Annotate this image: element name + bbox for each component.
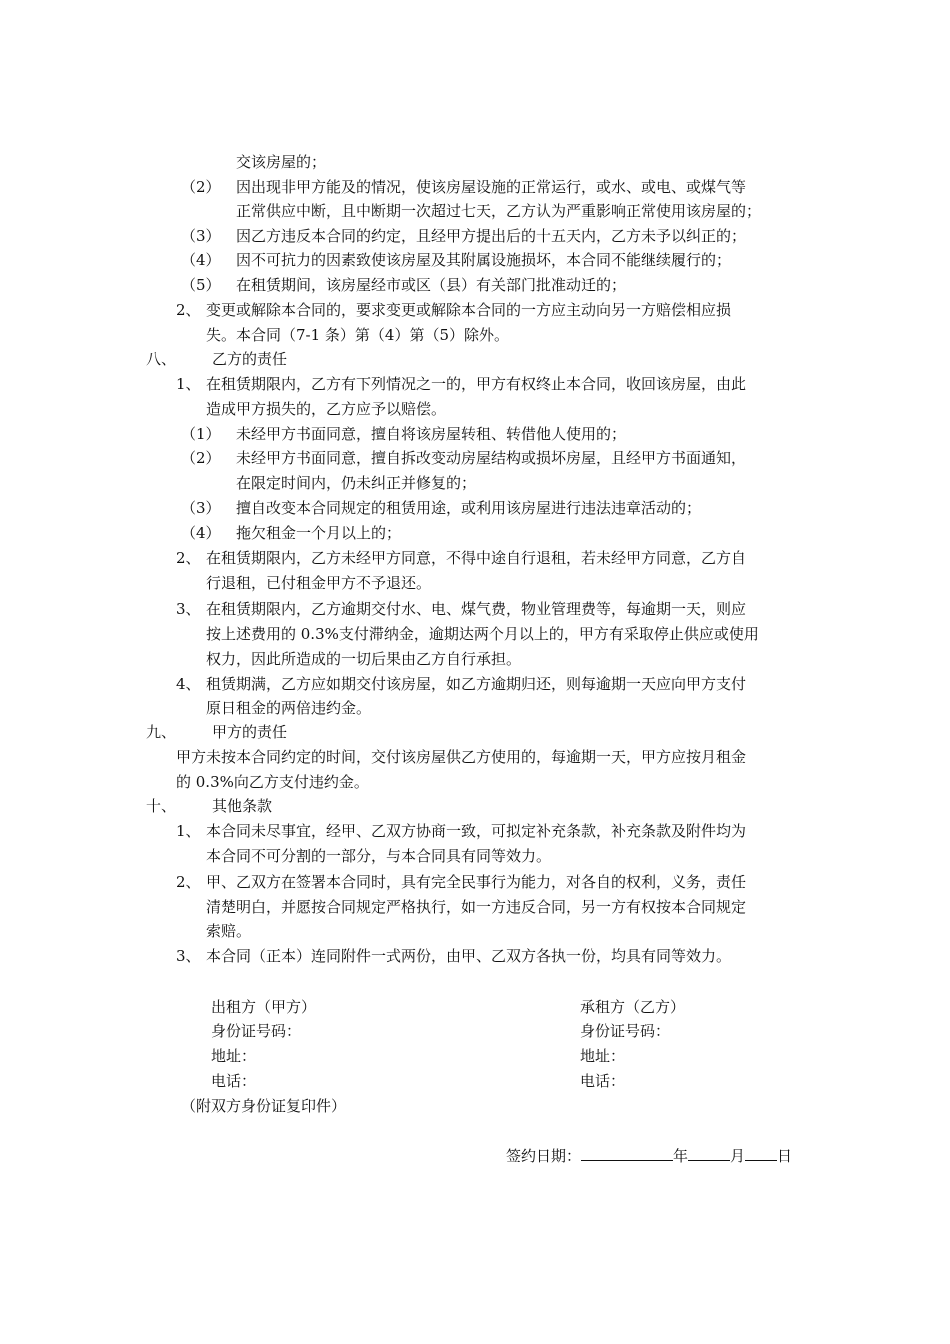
paragraph-text: 本合同不可分割的一部分，与本合同具有同等效力。	[206, 847, 552, 865]
item-text: 正常供应中断，且中断期一次超过七天，乙方认为严重影响正常使用该房屋的；	[236, 202, 762, 220]
item-number: （4）	[181, 251, 221, 269]
paragraph-text: 在租赁期限内，乙方逾期交付水、电、煤气费，物业管理费等，每逾期一天，则应	[206, 600, 747, 618]
lessor-phone-label: 电话：	[211, 1072, 257, 1090]
item-text: 因乙方违反本合同的约定，且经甲方提出后的十五天内，乙方未予以纠正的；	[236, 227, 747, 245]
lessee-id-label: 身份证号码：	[580, 1022, 671, 1040]
paragraph-text: 按上述费用的 0.3%支付滞纳金，逾期达两个月以上的，甲方有采取停止供应或使用	[206, 625, 759, 643]
paragraph-text: 变更或解除本合同的，要求变更或解除本合同的一方应主动向另一方赔偿相应损	[206, 301, 732, 319]
item-number: （3）	[181, 227, 221, 245]
lessor-id-label: 身份证号码：	[211, 1022, 302, 1040]
item-text: 未经甲方书面同意，擅自将该房屋转租、转借他人使用的；	[236, 425, 627, 443]
paragraph-number: 4、	[176, 675, 201, 693]
lessor-label: 出租方（甲方）	[211, 998, 317, 1016]
item-text: 在限定时间内，仍未纠正并修复的；	[236, 474, 477, 492]
day-label: 日	[777, 1147, 793, 1165]
paragraph-text: 索赔。	[206, 922, 252, 940]
paragraph-text: 失。本合同（7-1 条）第（4）第（5）除外。	[206, 326, 510, 344]
paragraph-number: 3、	[176, 600, 201, 618]
section-title: 甲方的责任	[212, 723, 288, 741]
item-number: （4）	[181, 524, 221, 542]
lessee-address-label: 地址：	[580, 1047, 626, 1065]
item-text: 因不可抗力的因素致使该房屋及其附属设施损坏，本合同不能继续履行的；	[236, 251, 732, 269]
paragraph-text: 甲、乙双方在签署本合同时，具有完全民事行为能力，对各自的权利，义务，责任	[206, 873, 747, 891]
lessor-address-label: 地址：	[211, 1047, 257, 1065]
year-blank	[581, 1144, 673, 1161]
item-text: 在租赁期间，该房屋经市或区（县）有关部门批准动迁的；	[236, 276, 627, 294]
date-label: 签约日期：	[506, 1147, 582, 1165]
section-number: 九、	[146, 723, 177, 741]
paragraph-text: 甲方未按本合同约定的时间，交付该房屋供乙方使用的，每逾期一天，甲方应按月租金	[176, 748, 747, 766]
attachment-note: （附双方身份证复印件）	[181, 1097, 347, 1115]
item-number: （5）	[181, 276, 221, 294]
clause-continuation: 交该房屋的；	[236, 153, 327, 171]
paragraph-number: 2、	[176, 301, 201, 319]
paragraph-number: 2、	[176, 549, 201, 567]
paragraph-text: 本合同未尽事宜，经甲、乙双方协商一致，可拟定补充条款，补充条款及附件均为	[206, 822, 747, 840]
item-number: （3）	[181, 499, 221, 517]
item-text: 拖欠租金一个月以上的；	[236, 524, 402, 542]
item-number: （2）	[181, 449, 221, 467]
paragraph-number: 2、	[176, 873, 201, 891]
item-text: 因出现非甲方能及的情况，使该房屋设施的正常运行，或水、或电、或煤气等	[236, 178, 747, 196]
section-number: 八、	[146, 350, 177, 368]
item-number: （2）	[181, 178, 221, 196]
paragraph-text: 清楚明白，并愿按合同规定严格执行，如一方违反合同，另一方有权按本合同规定	[206, 898, 747, 916]
section-title: 乙方的责任	[212, 350, 288, 368]
paragraph-text: 本合同（正本）连同附件一式两份，由甲、乙双方各执一份，均具有同等效力。	[206, 947, 732, 965]
paragraph-text: 行退租，已付租金甲方不予退还。	[206, 574, 432, 592]
item-number: （1）	[181, 425, 221, 443]
lessee-label: 承租方（乙方）	[580, 998, 686, 1016]
paragraph-text: 权力，因此所造成的一切后果由乙方自行承担。	[206, 650, 522, 668]
signing-date	[506, 1144, 792, 1168]
section-number: 十、	[146, 797, 177, 815]
paragraph-text: 造成甲方损失的，乙方应予以赔偿。	[206, 400, 447, 418]
year-label: 年	[673, 1147, 689, 1165]
paragraph-text: 租赁期满，乙方应如期交付该房屋，如乙方逾期归还，则每逾期一天应向甲方支付	[206, 675, 747, 693]
paragraph-text: 原日租金的两倍违约金。	[206, 699, 372, 717]
paragraph-number: 3、	[176, 947, 201, 965]
item-text: 擅自改变本合同规定的租赁用途，或利用该房屋进行违法违章活动的；	[236, 499, 702, 517]
section-title: 其他条款	[212, 797, 273, 815]
paragraph-number: 1、	[176, 375, 201, 393]
lessee-phone-label: 电话：	[580, 1072, 626, 1090]
month-blank	[688, 1144, 730, 1161]
day-blank	[745, 1144, 777, 1161]
paragraph-text: 在租赁期限内，乙方未经甲方同意，不得中途自行退租，若未经甲方同意，乙方自	[206, 549, 747, 567]
item-text: 未经甲方书面同意，擅自拆改变动房屋结构或损坏房屋，且经甲方书面通知，	[236, 449, 747, 467]
month-label: 月	[730, 1147, 746, 1165]
paragraph-text: 的 0.3%向乙方支付违约金。	[176, 773, 369, 791]
paragraph-text: 在租赁期限内，乙方有下列情况之一的，甲方有权终止本合同，收回该房屋，由此	[206, 375, 747, 393]
paragraph-number: 1、	[176, 822, 201, 840]
